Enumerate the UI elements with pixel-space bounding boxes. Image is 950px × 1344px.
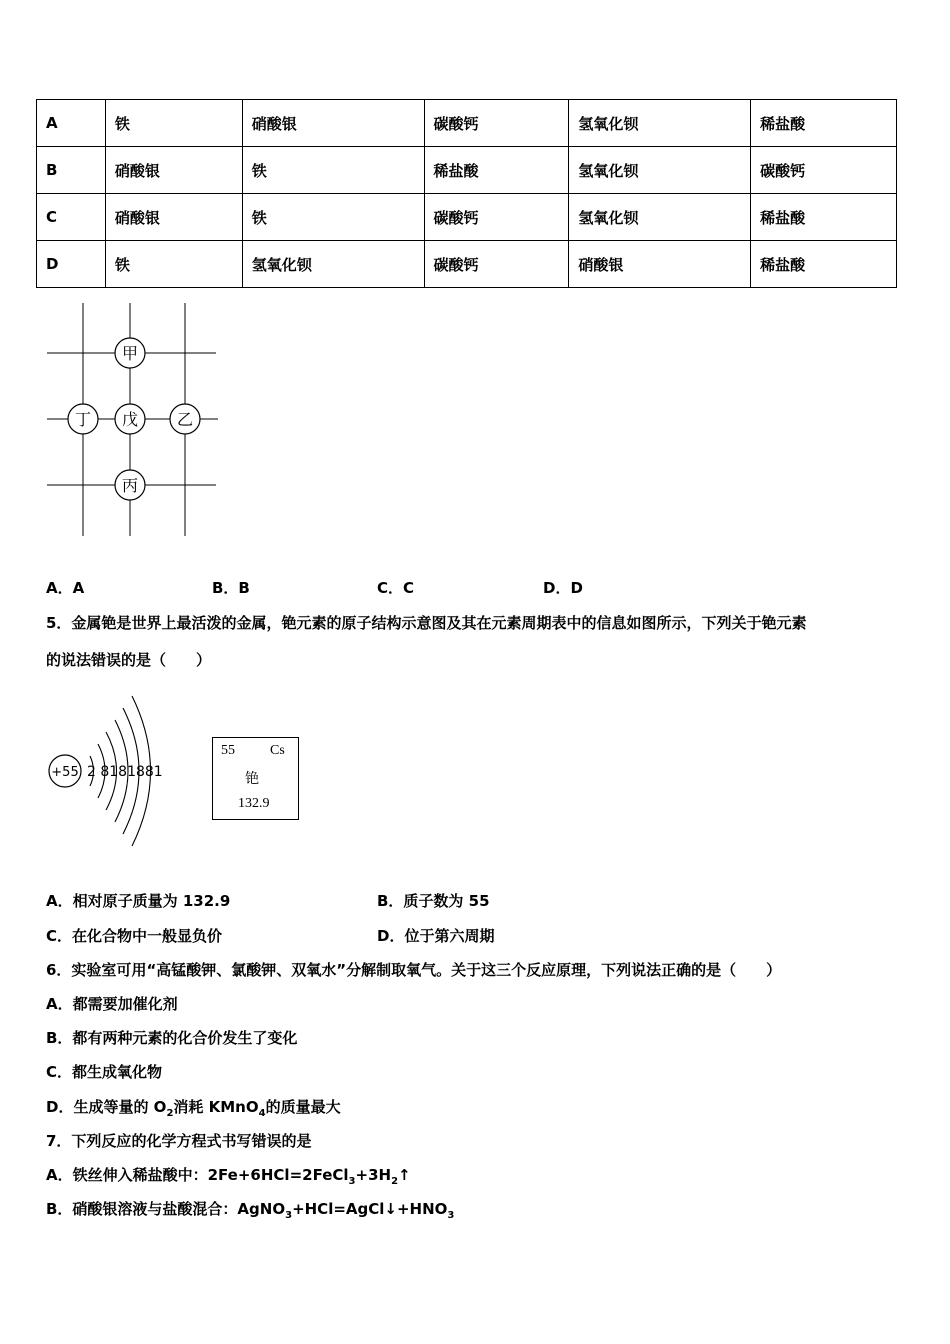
table-row — [37, 241, 897, 288]
q5-choice-b[interactable]: B．质子数为 55 — [377, 892, 490, 910]
atom-structure-diagram — [40, 680, 190, 860]
table-cell: 氢氧化钡 — [569, 194, 751, 241]
table-cell: 铁 — [105, 241, 242, 288]
q7-choice-a[interactable] — [46, 1164, 411, 1187]
subscript: 3 — [348, 1176, 356, 1187]
table-cell: D — [37, 241, 106, 288]
q5-choice-a[interactable]: A．相对原子质量为 132.9 — [46, 892, 231, 910]
q7-a-text: ↑ — [398, 1166, 411, 1184]
subscript: 3 — [285, 1210, 293, 1221]
subscript: 2 — [391, 1176, 399, 1187]
q6-choice-b[interactable]: B．都有两种元素的化合价发生了变化 — [46, 1029, 298, 1047]
q6-d-text: 消耗 KMnO — [173, 1098, 259, 1116]
q5-stem-line1: 5．金属铯是世界上最活泼的金属，铯元素的原子结构示意图及其在元素周期表中的信息如图所示，下列关于铯元素 — [46, 614, 807, 632]
table-cell: A — [37, 100, 106, 147]
q6-stem: 6．实验室可用“高锰酸钾、氯酸钾、双氧水”分解制取氧气。关于这三个反应原理，下列说法正确的是（ ） — [46, 961, 782, 979]
q6-choice-c[interactable]: C．都生成氧化物 — [46, 1063, 163, 1081]
table-cell: 氢氧化钡 — [569, 147, 751, 194]
atomic-number: 55 — [221, 743, 235, 758]
subscript: 2 — [166, 1108, 174, 1119]
q5-stem-line2: 的说法错误的是（ ） — [46, 651, 212, 669]
subscript: 4 — [258, 1108, 266, 1119]
q6-d-text: D．生成等量的 O — [46, 1098, 167, 1116]
table-cell: 铁 — [242, 147, 424, 194]
nucleus-charge: +55 — [51, 765, 79, 780]
table-cell: 稀盐酸 — [424, 147, 569, 194]
node-label: 乙 — [176, 410, 194, 429]
atomic-mass: 132.9 — [238, 796, 270, 811]
periodic-table-cell — [212, 737, 299, 820]
relation-diagram — [40, 300, 225, 540]
node-label: 戊 — [121, 410, 139, 429]
table-cell: 铁 — [105, 100, 242, 147]
q7-b-text: +HCl=AgCl↓+HNO — [292, 1200, 448, 1218]
table-cell: 铁 — [242, 194, 424, 241]
q5-choice-d[interactable]: D．位于第六周期 — [377, 927, 495, 945]
table-cell: 碳酸钙 — [424, 241, 569, 288]
table-cell: 氢氧化钡 — [242, 241, 424, 288]
shell-electron-counts: 2 8181881 — [87, 764, 163, 780]
table-cell: 碳酸钙 — [424, 194, 569, 241]
q7-b-text: B．硝酸银溶液与盐酸混合：AgNO — [46, 1200, 286, 1218]
q6-choice-a[interactable]: A．都需要加催化剂 — [46, 995, 178, 1013]
table-cell: B — [37, 147, 106, 194]
table-cell: 碳酸钙 — [751, 147, 897, 194]
table-cell: 硝酸银 — [105, 147, 242, 194]
q6-d-text: 的质量最大 — [265, 1098, 341, 1116]
table-row — [37, 147, 897, 194]
q5-choice-c[interactable]: C．在化合物中一般显负价 — [46, 927, 223, 945]
q7-a-text: +3H — [355, 1166, 392, 1184]
table-cell: 碳酸钙 — [424, 100, 569, 147]
table-row — [37, 194, 897, 241]
subscript: 3 — [447, 1210, 455, 1221]
element-name: 铯 — [245, 771, 259, 787]
table-row — [37, 100, 897, 147]
table-cell: 硝酸银 — [569, 241, 751, 288]
table-cell: 硝酸银 — [105, 194, 242, 241]
q4-choice-d[interactable]: D．D — [543, 579, 583, 597]
table-cell: 稀盐酸 — [751, 241, 897, 288]
node-label: 丁 — [74, 410, 92, 429]
q7-stem: 7．下列反应的化学方程式书写错误的是 — [46, 1132, 312, 1150]
element-symbol: Cs — [270, 743, 285, 758]
q6-choice-d[interactable] — [46, 1096, 341, 1119]
q7-choice-b[interactable] — [46, 1198, 454, 1221]
table-cell: C — [37, 194, 106, 241]
q4-choice-c[interactable]: C．C — [377, 579, 415, 597]
q7-a-text: A．铁丝伸入稀盐酸中：2Fe+6HCl=2FeCl — [46, 1166, 349, 1184]
table-cell: 稀盐酸 — [751, 100, 897, 147]
table-cell: 稀盐酸 — [751, 194, 897, 241]
table-cell: 硝酸银 — [242, 100, 424, 147]
table-cell: 氢氧化钡 — [569, 100, 751, 147]
q4-choice-a[interactable]: A．A — [46, 579, 85, 597]
node-label: 甲 — [121, 344, 139, 363]
node-label: 丙 — [121, 476, 139, 495]
options-table — [36, 99, 897, 288]
q4-choice-b[interactable]: B．B — [212, 579, 250, 597]
